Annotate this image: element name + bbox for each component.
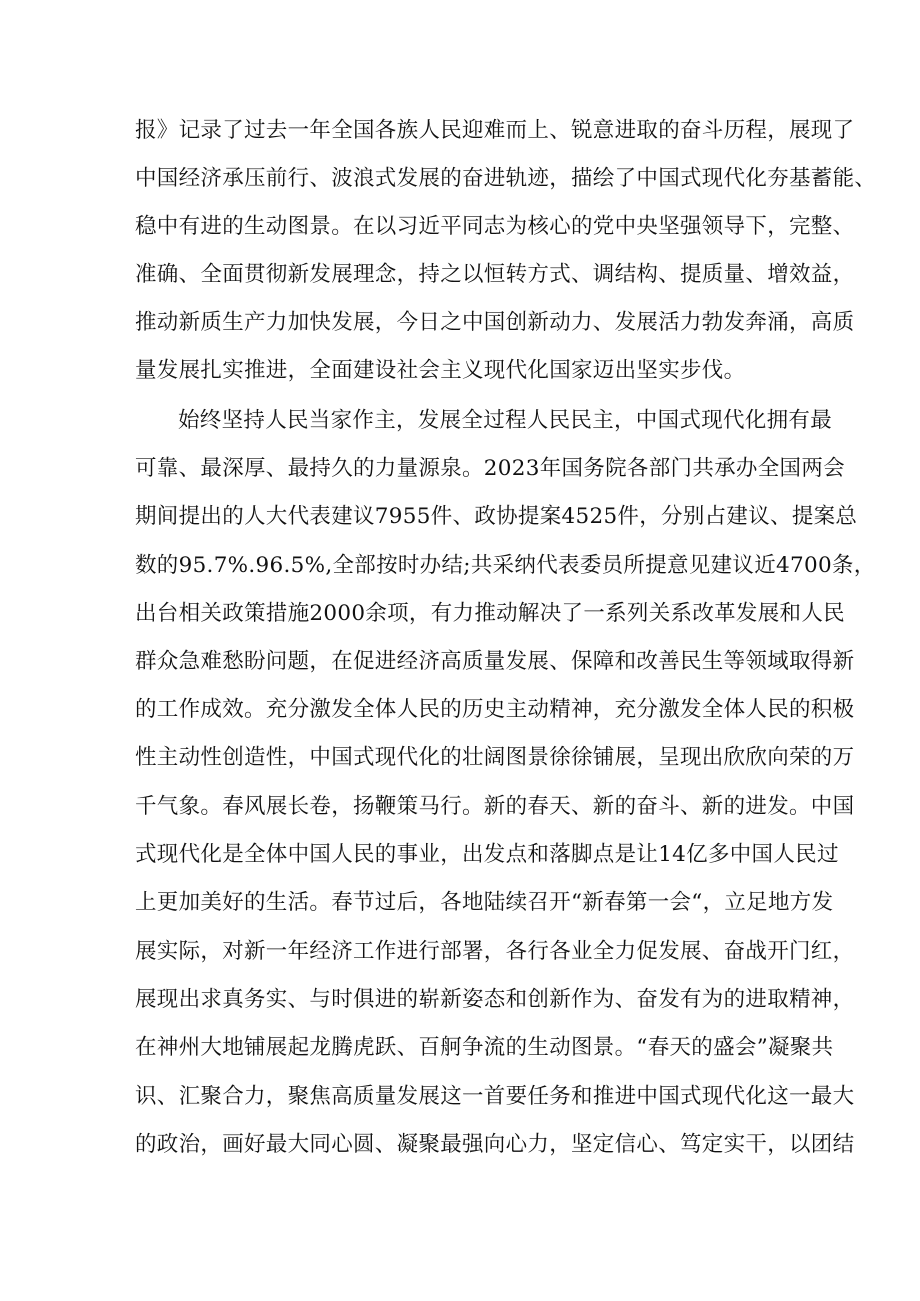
paragraph-line: 推动新质生产力加快发展，今日之中国创新动力、发展活力勃发奔涌，高质: [135, 310, 855, 335]
paragraph-line: 量发展扎实推进，全面建设社会主义现代化国家迈出坚实步伐。: [135, 358, 746, 383]
paragraph-line: 期间提出的人大代表建议7955件、政协提案4525件，分别占建议、提案总: [135, 504, 858, 529]
paragraph-line: 千气象。春风展长卷，扬鞭策马行。新的春天、新的奋斗、新的进发。中国: [135, 794, 855, 819]
paragraph-line: 出台相关政策措施2000余项，有力推动解决了一系列关系改革发展和人民: [135, 601, 845, 626]
paragraph-line: 准确、全面贯彻新发展理念，持之以恒转方式、调结构、提质量、增效益，: [135, 262, 855, 287]
paragraph-line: 识、汇聚合力，聚焦高质量发展这一首要任务和推进中国式现代化这一最大: [135, 1084, 855, 1109]
paragraph-line: 在神州大地铺展起龙腾虎跃、百舸争流的生动图景。“春天的盛会”凝聚共: [135, 1035, 834, 1060]
paragraph-line: 性主动性创造性，中国式现代化的壮阔图景徐徐铺展，呈现出欣欣向荣的万: [135, 745, 855, 770]
paragraph-line: 报》记录了过去一年全国各族人民迎难而上、锐意进取的奋斗历程，展现了: [135, 118, 855, 143]
paragraph-line: 中国经济承压前行、波浪式发展的奋进轨迹，描绘了中国式现代化夯基蓄能、: [135, 166, 877, 191]
paragraph-first-line: 始终坚持人民当家作主，发展全过程人民民主，中国式现代化拥有最: [178, 408, 833, 433]
paragraph-line: 可靠、最深厚、最持久的力量源泉。2023年国务院各部门共承办全国两会: [135, 456, 845, 481]
paragraph-line: 群众急难愁盼问题，在促进经济高质量发展、保障和改善民生等领域取得新: [135, 649, 855, 674]
paragraph-line: 的工作成效。充分激发全体人民的历史主动精神，充分激发全体人民的积极: [135, 697, 855, 722]
paragraph-line: 的政治，画好最大同心圆、凝聚最强向心力，坚定信心、笃定实干，以团结: [135, 1132, 855, 1157]
paragraph-line: 数的95.7%.96.5%,全部按时办结;共采纳代表委员所提意见建议近4700条，: [135, 553, 876, 578]
paragraph-line: 上更加美好的生活。春节过后，各地陆续召开“新春第一会“，立足地方发: [135, 890, 834, 915]
paragraph-line: 式现代化是全体中国人民的事业，出发点和落脚点是让14亿多中国人民过: [135, 842, 839, 867]
paragraph-line: 稳中有进的生动图景。在以习近平同志为核心的党中央坚强领导下，完整、: [135, 214, 855, 239]
paragraph-line: 展实际，对新一年经济工作进行部署，各行各业全力促发展、奋战开门红，: [135, 939, 855, 964]
paragraph-line: 展现出求真务实、与时俱进的崭新姿态和创新作为、奋发有为的进取精神，: [135, 987, 855, 1012]
